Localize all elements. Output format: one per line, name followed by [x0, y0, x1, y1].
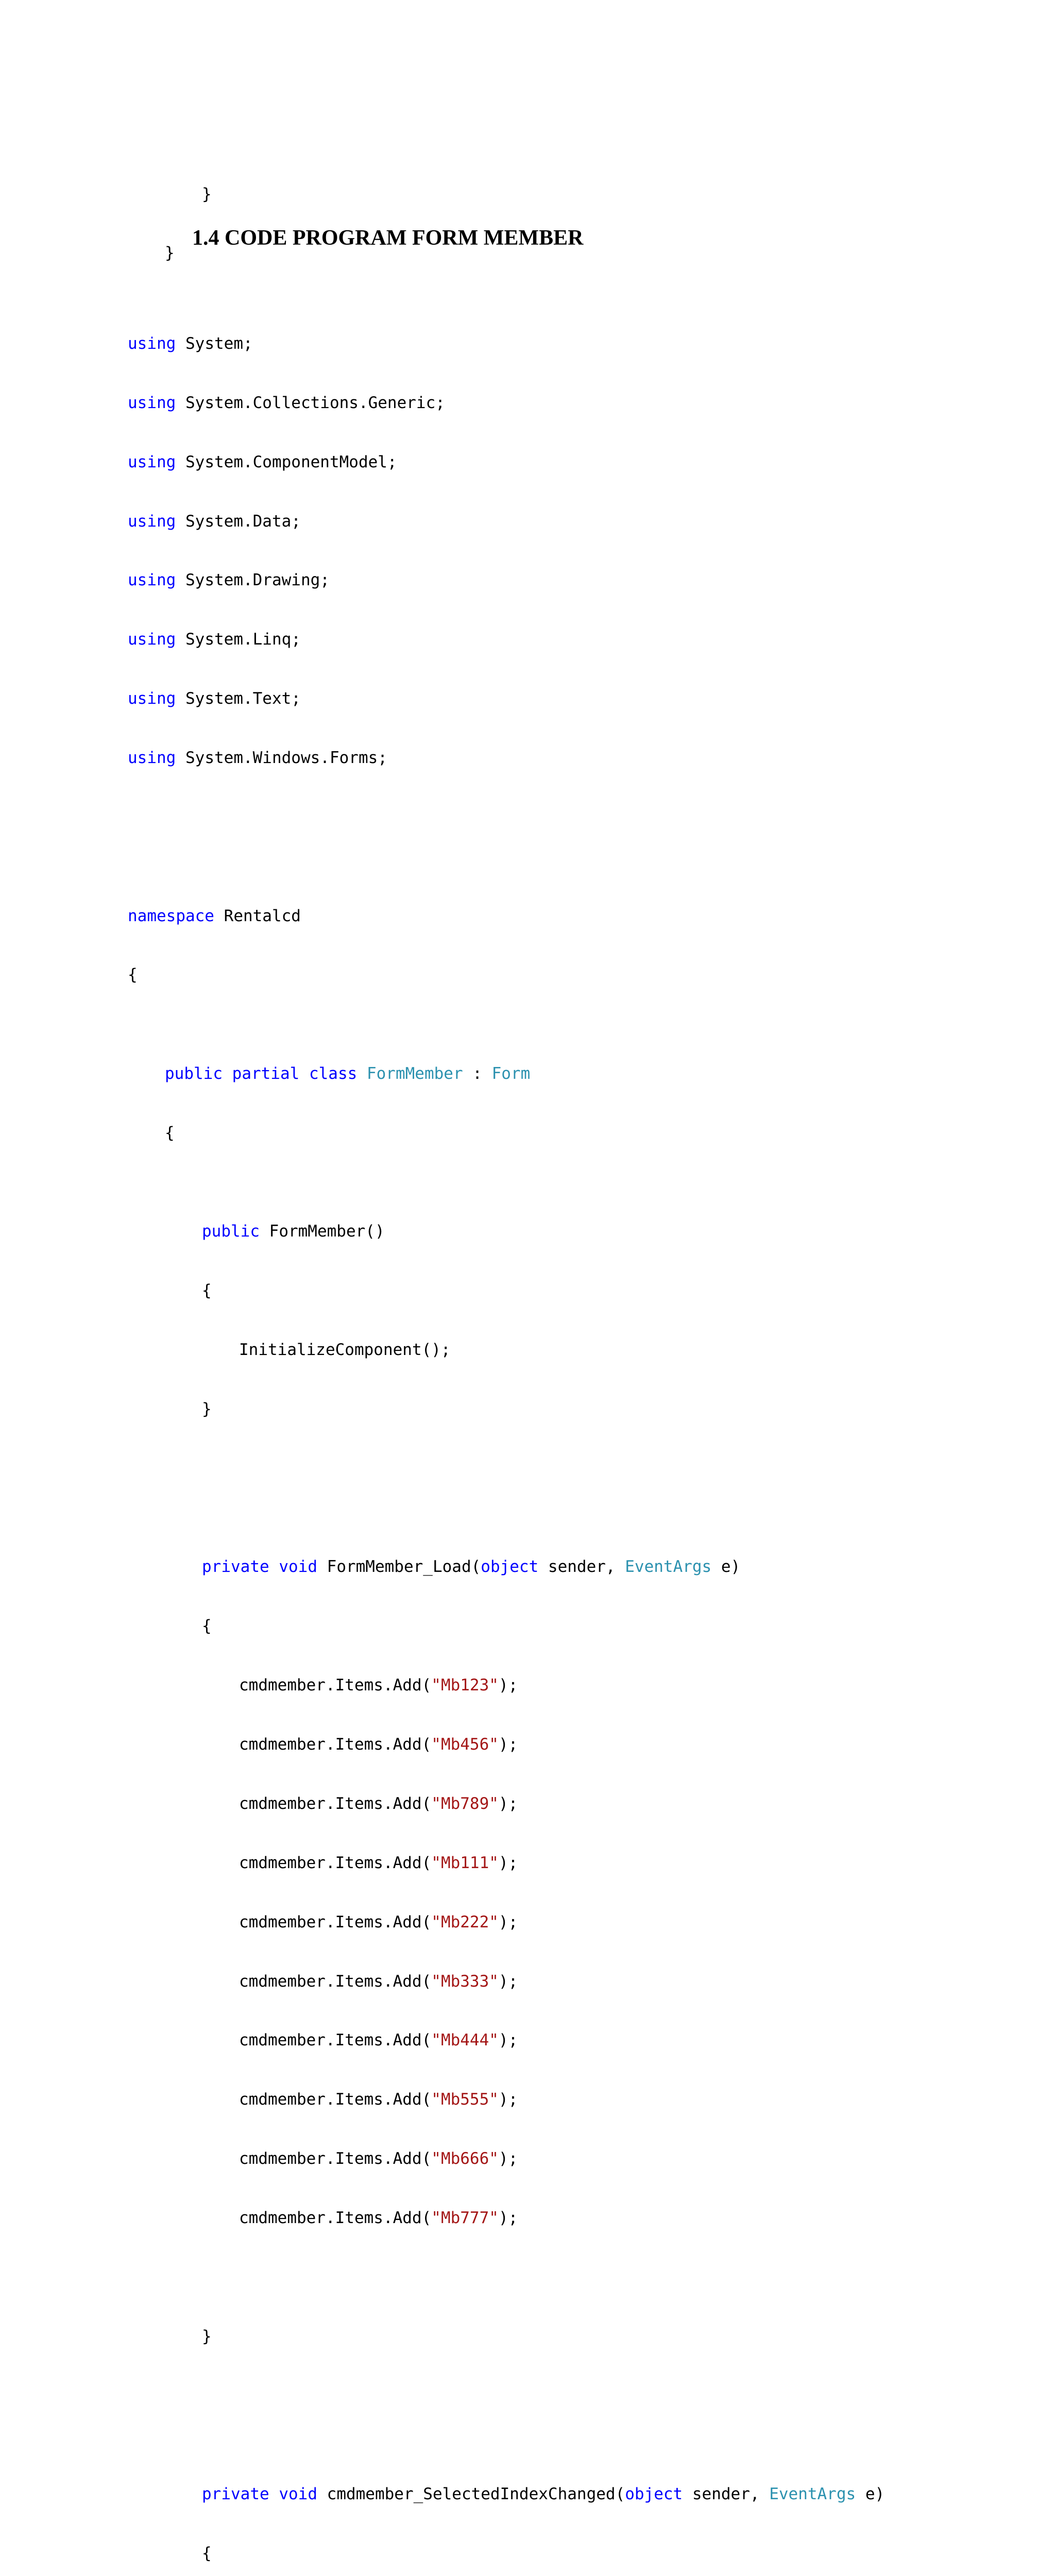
- code-line: [0, 1281, 1055, 1300]
- brace: }: [165, 244, 175, 263]
- add-item-line: [0, 1735, 1055, 1754]
- add-item-line: [0, 2208, 1055, 2228]
- add-item-line: [0, 1912, 1055, 1932]
- call: cmdmember.Items.Add(: [239, 2090, 432, 2109]
- punct: );: [498, 2031, 518, 2050]
- class-name: FormMember: [366, 1064, 463, 1083]
- namespace-line: [0, 906, 1055, 926]
- punct: );: [498, 1853, 518, 1872]
- call: cmdmember.Items.Add(: [239, 2149, 432, 2168]
- call: cmdmember.Items.Add(: [239, 1676, 432, 1695]
- keyword: namespace: [128, 906, 214, 925]
- code-line: [0, 1340, 1055, 1360]
- punct: );: [498, 2149, 518, 2168]
- punct: );: [498, 1912, 518, 1931]
- brace: }: [202, 1399, 212, 1418]
- constructor-declaration: [0, 1222, 1055, 1241]
- punct: );: [498, 1735, 518, 1754]
- class-declaration: [0, 1064, 1055, 1083]
- keyword: using: [128, 393, 176, 412]
- keyword: public: [165, 1064, 223, 1083]
- brace: }: [202, 184, 212, 204]
- keyword: using: [128, 334, 176, 353]
- blank-line: [0, 807, 1055, 827]
- brace: {: [128, 965, 138, 985]
- blank-line: [0, 2267, 1055, 2287]
- add-item-line: [0, 1794, 1055, 1814]
- method-declaration: [0, 1557, 1055, 1577]
- param: sender,: [538, 1557, 625, 1577]
- string-literal: "Mb111": [431, 1853, 499, 1872]
- string-literal: "Mb789": [431, 1794, 499, 1813]
- keyword: private: [202, 1557, 269, 1577]
- code-line: [0, 2544, 1055, 2563]
- blank-line: [0, 2386, 1055, 2405]
- brace: {: [202, 1281, 212, 1300]
- keyword: object: [625, 2485, 683, 2504]
- brace: {: [165, 1123, 175, 1142]
- using-line: [0, 748, 1055, 768]
- param: sender,: [683, 2485, 770, 2504]
- namespace-ref: System.Collections.Generic;: [185, 393, 445, 412]
- punct: );: [498, 1676, 518, 1695]
- code-line: [0, 965, 1055, 985]
- add-item-line: [0, 2090, 1055, 2109]
- section-heading: 1.4 CODE PROGRAM FORM MEMBER: [192, 226, 584, 250]
- namespace-ref: System.Drawing;: [185, 571, 330, 590]
- add-item-line: [0, 1972, 1055, 1991]
- type-name: EventArgs: [769, 2485, 856, 2504]
- using-line: [0, 393, 1055, 413]
- string-literal: "Mb123": [431, 1676, 499, 1695]
- statement: InitializeComponent();: [239, 1341, 451, 1360]
- punct: );: [498, 2090, 518, 2109]
- punct: );: [498, 1972, 518, 1991]
- using-line: [0, 630, 1055, 649]
- blank-line: [0, 1459, 1055, 1478]
- string-literal: "Mb777": [431, 2209, 499, 2228]
- using-line: [0, 334, 1055, 353]
- param: e): [711, 1557, 741, 1577]
- call: cmdmember.Items.Add(: [239, 1972, 432, 1991]
- namespace-ref: System.Data;: [185, 512, 301, 531]
- string-literal: "Mb222": [431, 1912, 499, 1931]
- add-item-line: [0, 1853, 1055, 1873]
- call: cmdmember.Items.Add(: [239, 1912, 432, 1931]
- method-declaration: [0, 2484, 1055, 2504]
- keyword: public: [202, 1222, 260, 1241]
- namespace-ref: System;: [185, 334, 253, 353]
- string-literal: "Mb666": [431, 2149, 499, 2168]
- using-line: [0, 689, 1055, 708]
- namespace-ref: System.Linq;: [185, 630, 301, 649]
- method-name: FormMember_Load(: [327, 1557, 481, 1577]
- namespace-ref: System.ComponentModel;: [185, 452, 397, 471]
- keyword: using: [128, 749, 176, 768]
- string-literal: "Mb555": [431, 2090, 499, 2109]
- keyword: void: [279, 1557, 317, 1577]
- brace: {: [202, 2544, 212, 2563]
- brace: }: [202, 2327, 212, 2346]
- code-line: [0, 1616, 1055, 1636]
- colon: :: [463, 1064, 492, 1083]
- using-line: [0, 570, 1055, 590]
- add-item-line: [0, 1675, 1055, 1695]
- keyword: using: [128, 571, 176, 590]
- constructor-name: FormMember(): [269, 1222, 385, 1241]
- keyword: private: [202, 2485, 269, 2504]
- call: cmdmember.Items.Add(: [239, 2031, 432, 2050]
- code-listing: [0, 275, 1055, 2576]
- keyword: using: [128, 689, 176, 708]
- keyword: using: [128, 512, 176, 531]
- code-line: [0, 1399, 1055, 1419]
- keyword: object: [481, 1557, 539, 1577]
- brace: {: [202, 1617, 212, 1636]
- using-line: [0, 452, 1055, 472]
- call: cmdmember.Items.Add(: [239, 1794, 432, 1813]
- param: e): [856, 2485, 885, 2504]
- string-literal: "Mb333": [431, 1972, 499, 1991]
- keyword: using: [128, 452, 176, 471]
- code-line: [0, 184, 1055, 204]
- punct: );: [498, 1794, 518, 1813]
- string-literal: "Mb444": [431, 2031, 499, 2050]
- string-literal: "Mb456": [431, 1735, 499, 1754]
- namespace-ref: System.Windows.Forms;: [185, 749, 387, 768]
- namespace-ref: System.Text;: [185, 689, 301, 708]
- using-line: [0, 512, 1055, 531]
- code-line: [0, 2327, 1055, 2346]
- call: cmdmember.Items.Add(: [239, 1735, 432, 1754]
- add-item-line: [0, 2149, 1055, 2168]
- keyword: using: [128, 630, 176, 649]
- code-line: [0, 1123, 1055, 1143]
- keyword: partial: [232, 1064, 300, 1083]
- namespace-name: Rentalcd: [224, 906, 301, 925]
- call: cmdmember.Items.Add(: [239, 1853, 432, 1872]
- keyword: void: [279, 2485, 317, 2504]
- keyword: class: [309, 1064, 358, 1083]
- method-name: cmdmember_SelectedIndexChanged(: [327, 2485, 625, 2504]
- add-item-line: [0, 2030, 1055, 2050]
- base-class: Form: [491, 1064, 531, 1083]
- call: cmdmember.Items.Add(: [239, 2209, 432, 2228]
- punct: );: [498, 2209, 518, 2228]
- type-name: EventArgs: [625, 1557, 712, 1577]
